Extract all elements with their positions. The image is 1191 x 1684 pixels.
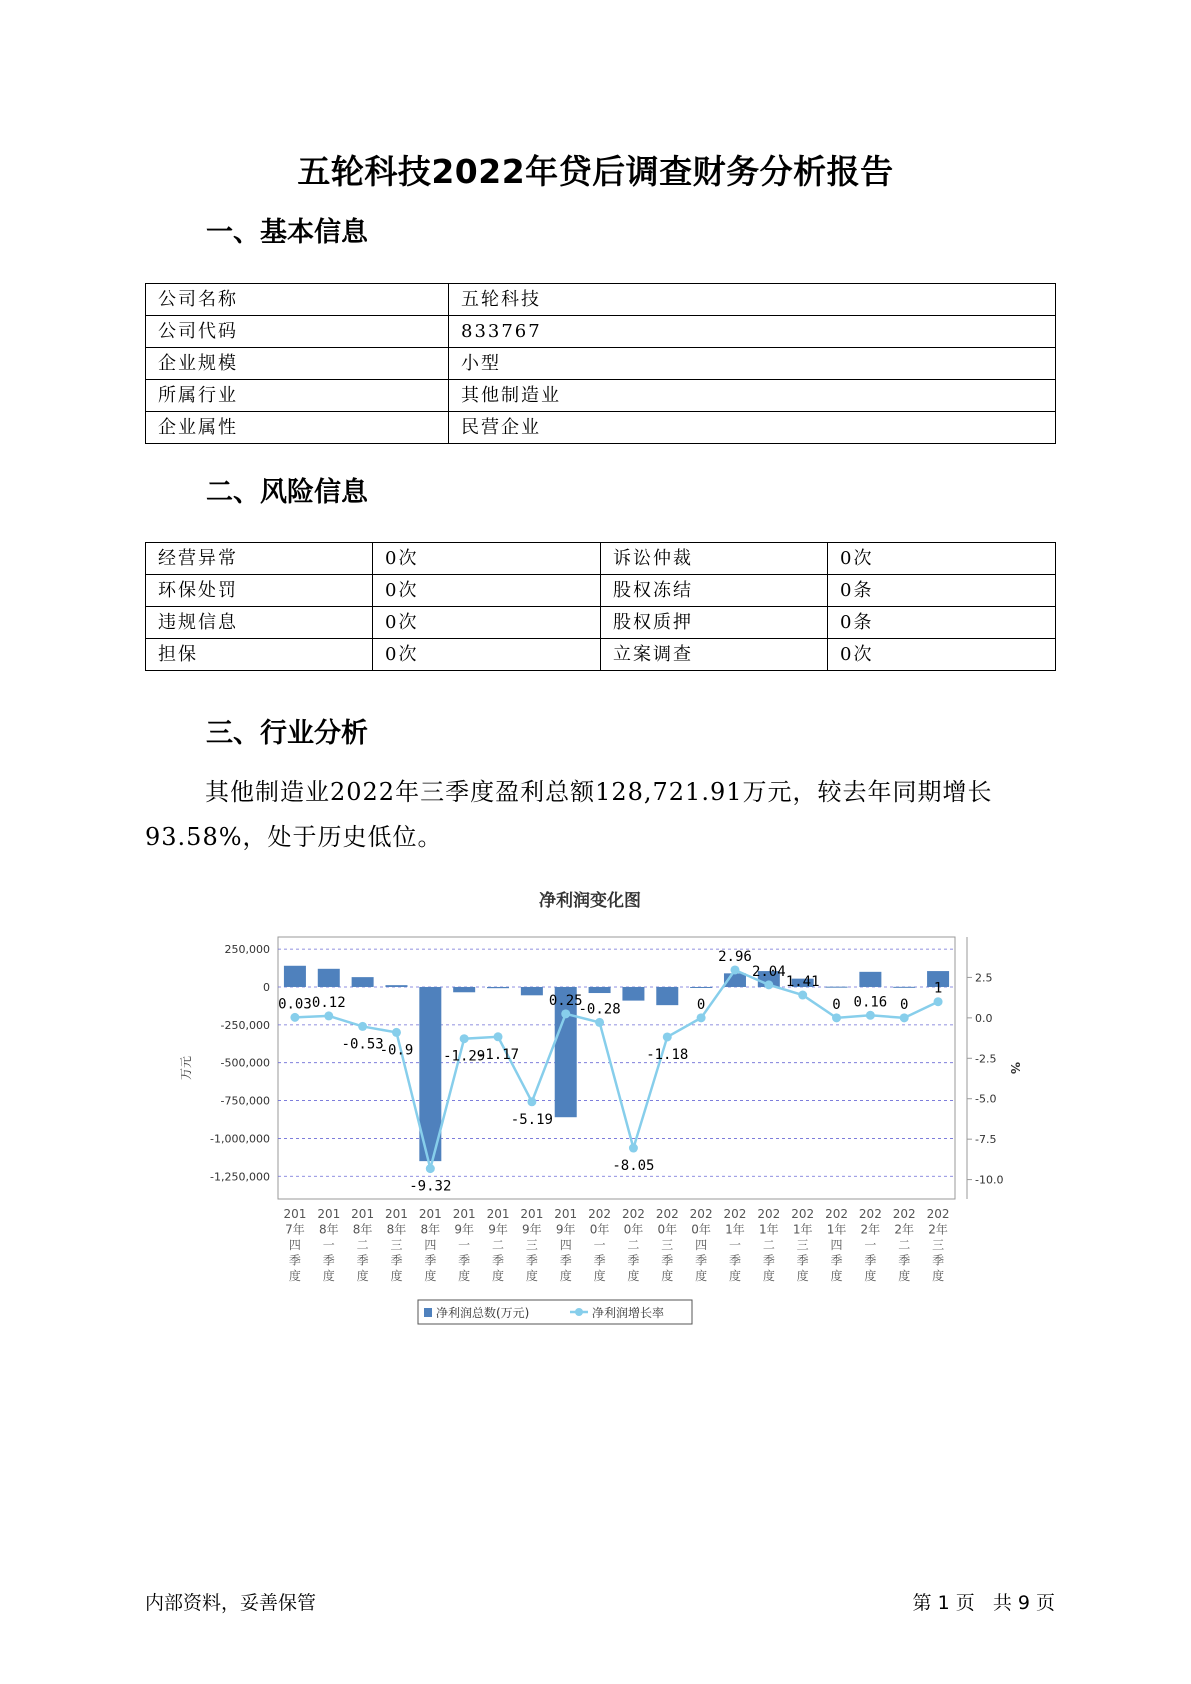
growth-rate-point (697, 1013, 706, 1022)
bar (521, 987, 543, 995)
table-cell-label: 经营异常 (146, 543, 373, 575)
table-cell-value: 0次 (373, 575, 601, 607)
table-cell-label: 环保处罚 (146, 575, 373, 607)
data-label: 2.96 (718, 948, 752, 965)
legend-label: 净利润增长率 (592, 1306, 665, 1320)
bar (318, 969, 340, 987)
growth-rate-point (866, 1011, 875, 1020)
y-tick-label: -250,000 (220, 1018, 270, 1032)
legend-swatch-point (575, 1308, 583, 1316)
footer-page-number: 第 1 页 共 9 页 (912, 1592, 1055, 1614)
table-cell-label: 公司代码 (146, 316, 449, 348)
table-cell-value: 五轮科技 (449, 284, 1056, 316)
data-label: -5.19 (510, 1111, 553, 1128)
x-tick-label: 202 0年一季度 (588, 1207, 612, 1283)
x-tick-label: 201 8年一季度 (317, 1207, 341, 1283)
table-row (146, 284, 1056, 316)
bar (690, 987, 712, 988)
table-cell-value: 0次 (828, 639, 1056, 671)
y2-tick-label: 0.0 (975, 1011, 993, 1025)
y2-tick-label: -5.0 (975, 1092, 997, 1106)
bar (385, 985, 407, 987)
table-row (146, 316, 1056, 348)
bar (352, 977, 374, 987)
data-label: -9.32 (409, 1178, 452, 1195)
table-cell-value: 833767 (449, 316, 1056, 348)
x-tick-label: 201 8年四季度 (418, 1207, 442, 1283)
chart-title: 净利润变化图 (539, 891, 641, 911)
data-label: -1.18 (646, 1046, 689, 1063)
table-cell-value: 其他制造业 (449, 380, 1056, 412)
x-tick-label: 202 2年三季度 (926, 1207, 950, 1283)
bar (589, 987, 611, 993)
growth-rate-point (290, 1013, 299, 1022)
net-profit-chart (160, 880, 1020, 1340)
data-label: 0 (696, 996, 706, 1013)
growth-rate-point (324, 1011, 333, 1020)
table-cell-label: 企业规模 (146, 348, 449, 380)
data-label: 0.25 (548, 992, 583, 1009)
bar (487, 987, 509, 988)
risk-info-table (145, 542, 1056, 671)
table-cell-value: 0条 (828, 575, 1056, 607)
table-cell-value: 0次 (373, 607, 601, 639)
table-cell-label: 股权冻结 (601, 575, 828, 607)
x-tick-label: 202 1年一季度 (723, 1207, 747, 1283)
bar (284, 966, 306, 987)
table-cell-value: 0条 (828, 607, 1056, 639)
growth-rate-point (730, 965, 739, 974)
table-row (146, 607, 1056, 639)
table-row (146, 380, 1056, 412)
data-label: 1.41 (785, 974, 820, 991)
x-tick-label: 201 8年三季度 (385, 1207, 408, 1283)
industry-analysis-text: 其他制造业2022年三季度盈利总额128,721.91万元，较去年同期增长93.58%，处于历史低位。 (145, 778, 993, 851)
x-tick-label: 201 9年一季度 (452, 1207, 476, 1283)
table-cell-label: 企业属性 (146, 412, 449, 444)
bar (656, 987, 678, 1005)
x-tick-label: 202 2年一季度 (858, 1207, 882, 1283)
data-label: 0 (900, 996, 909, 1013)
y2-tick-label: -10.0 (975, 1173, 1004, 1187)
data-label: -0.53 (341, 1036, 384, 1053)
growth-rate-point (561, 1009, 570, 1018)
x-tick-label: 201 8年二季度 (351, 1207, 375, 1283)
data-label: -1.17 (476, 1046, 520, 1063)
industry-analysis-paragraph (145, 770, 1055, 860)
y2-tick-label: 2.5 (975, 971, 993, 985)
table-cell-label: 诉讼仲裁 (601, 543, 828, 575)
x-tick-label: 202 0年四季度 (689, 1207, 713, 1283)
data-label: 1 (933, 980, 943, 997)
y-tick-label: -1,000,000 (210, 1132, 270, 1146)
x-tick-label: 201 7年四季度 (283, 1207, 307, 1283)
growth-rate-point (798, 991, 807, 1000)
data-label: 0.12 (311, 994, 346, 1011)
data-label: 0 (832, 996, 841, 1013)
x-tick-label: 202 1年三季度 (791, 1207, 815, 1283)
section-industry-heading: 三、行业分析 (206, 718, 368, 749)
y-tick-label: 0 (263, 980, 270, 994)
growth-rate-point (527, 1097, 536, 1106)
growth-rate-point (663, 1032, 672, 1041)
data-label: -1.29 (443, 1048, 486, 1065)
table-cell-value: 0次 (373, 639, 601, 671)
y-tick-label: -1,250,000 (210, 1170, 270, 1184)
growth-rate-point (764, 980, 773, 989)
table-cell-value: 0次 (373, 543, 601, 575)
growth-rate-point (832, 1013, 841, 1022)
x-tick-label: 202 0年三季度 (655, 1207, 679, 1283)
document-title: 五轮科技2022年贷后调查财务分析报告 (297, 152, 894, 191)
table-row (146, 348, 1056, 380)
data-label: 0.03 (278, 996, 312, 1013)
table-cell-label: 公司名称 (146, 284, 449, 316)
data-label: 2.04 (751, 963, 786, 980)
y2-tick-label: -2.5 (975, 1052, 997, 1066)
bar (453, 987, 475, 992)
growth-rate-point (392, 1028, 401, 1037)
y-tick-label: 250,000 (224, 943, 270, 957)
x-tick-label: 202 2年二季度 (892, 1207, 916, 1283)
y2-tick-label: -7.5 (975, 1133, 997, 1147)
y-tick-label: -750,000 (220, 1094, 270, 1108)
growth-rate-point (934, 997, 943, 1006)
data-label: 0.16 (853, 994, 888, 1011)
growth-rate-point (595, 1018, 604, 1027)
legend-swatch-bar (424, 1308, 432, 1317)
y-axis-label: 万元 (179, 1055, 193, 1081)
table-row (146, 543, 1056, 575)
table-cell-value: 小型 (449, 348, 1056, 380)
x-tick-label: 201 9年四季度 (554, 1207, 578, 1283)
footer-confidential-note: 内部资料，妥善保管 (145, 1592, 317, 1614)
bar (893, 987, 915, 988)
x-tick-label: 202 0年二季度 (621, 1207, 645, 1283)
growth-rate-point (629, 1144, 638, 1153)
table-cell-label: 违规信息 (146, 607, 373, 639)
growth-rate-point (358, 1022, 367, 1031)
table-cell-value: 民营企业 (449, 412, 1056, 444)
table-cell-label: 股权质押 (601, 607, 828, 639)
x-tick-label: 201 9年二季度 (486, 1207, 510, 1283)
table-cell-value: 0次 (828, 543, 1056, 575)
bar (826, 987, 848, 988)
section-basic-info-heading: 一、基本信息 (206, 217, 368, 248)
table-row (146, 412, 1056, 444)
table-cell-label: 所属行业 (146, 380, 449, 412)
basic-info-table (145, 283, 1056, 444)
bar (859, 972, 881, 987)
table-cell-label: 立案调查 (601, 639, 828, 671)
growth-rate-point (900, 1013, 909, 1022)
data-label: -0.9 (379, 1042, 414, 1059)
table-row (146, 639, 1056, 671)
table-cell-label: 担保 (146, 639, 373, 671)
data-label: -8.05 (612, 1158, 655, 1175)
bar (622, 987, 644, 1001)
legend-label: 净利润总数(万元) (436, 1306, 530, 1320)
data-label: -0.28 (578, 1001, 621, 1018)
x-tick-label: 202 1年四季度 (825, 1207, 848, 1283)
table-row (146, 575, 1056, 607)
y2-axis-label: % (1008, 1061, 1022, 1075)
section-risk-info-heading: 二、风险信息 (206, 477, 368, 508)
growth-rate-point (494, 1032, 503, 1041)
y-tick-label: -500,000 (220, 1056, 270, 1070)
x-tick-label: 202 1年二季度 (757, 1207, 781, 1283)
growth-rate-point (426, 1164, 435, 1173)
growth-rate-point (460, 1034, 469, 1043)
x-tick-label: 201 9年三季度 (520, 1207, 544, 1283)
